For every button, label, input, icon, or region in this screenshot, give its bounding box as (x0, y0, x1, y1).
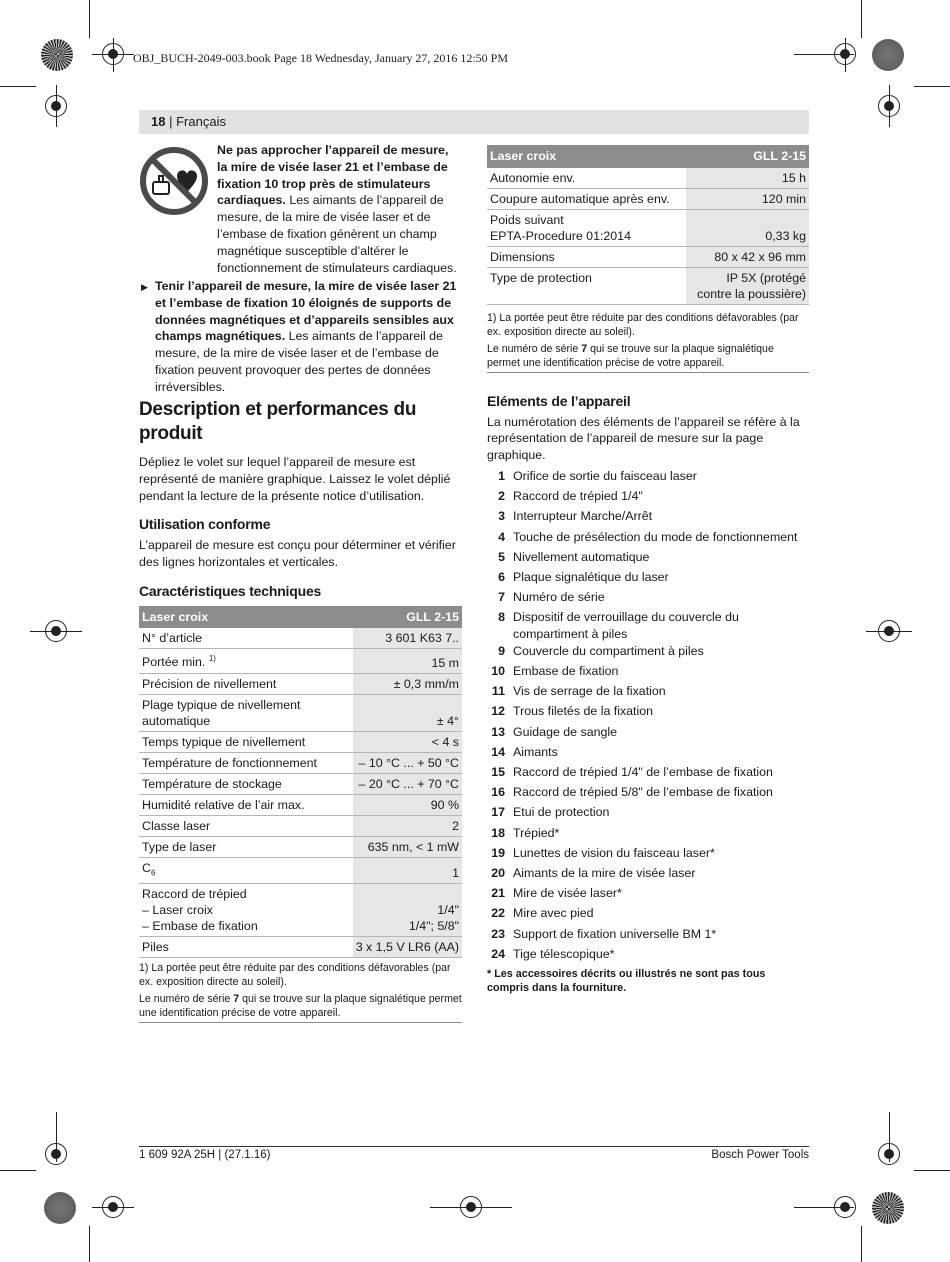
spec-label: Plage typique de nivellement automatique (139, 694, 353, 731)
specs-footnote-2 (487, 339, 809, 373)
warning-text (217, 142, 462, 276)
item-number: 13 (491, 724, 505, 739)
item-number: 24 (491, 946, 505, 961)
table-row (139, 836, 462, 857)
item-text: Trous filetés de la fixation (513, 704, 654, 719)
list-item (487, 508, 809, 528)
elements-list (487, 468, 809, 966)
item-text: Embase de fixation (513, 664, 619, 679)
tripod-sub-label: – Laser croix (142, 902, 213, 917)
color-target-icon (872, 1192, 904, 1224)
spec-value (686, 267, 809, 304)
spec-label: Précision de nivellement (139, 673, 353, 694)
tripod-label: Raccord de trépied (142, 886, 247, 901)
spec-value: 635 nm, < 1 mW (353, 836, 462, 857)
elements-title: Eléments de l’appareil (487, 392, 631, 409)
item-number: 14 (491, 744, 505, 759)
fn-text: qui se trouve sur la plaque signalétique permet une identification précise de votre appareil. (487, 342, 774, 369)
table-row (139, 883, 462, 936)
spec-value: ± 4° (353, 694, 462, 731)
footer-brand: Bosch Power Tools (711, 1149, 809, 1161)
warning-bold: Ne pas approcher l’appareil de mesure, la mire de visée laser 21 et l’embase de fixation 10 trop près de stimulateurs cardiaques. (217, 143, 449, 208)
table-row (139, 773, 462, 794)
spec-value: – 10 °C ... + 50 °C (353, 752, 462, 773)
item-text: Numéro de série (513, 590, 605, 605)
spec-label: Température de stockage (139, 773, 353, 794)
page-header (139, 110, 809, 134)
tripod-value: 1/4" (437, 902, 459, 917)
item-number: 10 (491, 664, 505, 679)
item-number: 7 (498, 590, 505, 605)
item-number: 9 (498, 643, 505, 658)
item-number: 19 (491, 845, 505, 860)
spec-label-text: Portée min. (142, 655, 206, 670)
table-row (139, 857, 462, 883)
specs-head-label: Laser croix (139, 606, 353, 629)
item-number: 22 (491, 906, 505, 921)
footer-code: 1 609 92A 25H | (27.1.16) (139, 1149, 271, 1161)
fn-bold: 7 (581, 342, 588, 355)
item-number: 11 (491, 684, 505, 699)
tripod-sub-label: – Embase de fixation (142, 918, 258, 933)
item-text: Vis de serrage de la fixation (513, 684, 666, 699)
list-item (487, 784, 809, 804)
right-column (487, 145, 809, 995)
item-text: Tige télescopique* (513, 946, 615, 961)
spec-label: Température de fonctionnement (139, 752, 353, 773)
item-text: Plaque signalétique du laser (513, 569, 669, 584)
spec-value: 15 h (686, 168, 809, 189)
spec-value: – 20 °C ... + 70 °C (353, 773, 462, 794)
list-item (487, 865, 809, 885)
item-text: Raccord de trépied 5/8" de l’embase de fixation (513, 785, 773, 800)
item-text: Interrupteur Marche/Arrêt (513, 509, 653, 524)
specs-head-model: GLL 2-15 (353, 606, 462, 629)
pacemaker-warning (139, 142, 462, 274)
bullet-body: Les aimants de l’appareil de mesure, de la mire de visée laser et de l’embase de fixation peuvent provoquer des pertes de données irréversibles. (155, 329, 443, 394)
spec-value: 15 m (353, 649, 462, 673)
table-row (139, 815, 462, 836)
item-number: 3 (498, 509, 505, 524)
item-text: Guidage de sangle (513, 724, 618, 739)
spec-label: N° d’article (139, 628, 353, 649)
bullet-marker-icon: ▶ (141, 282, 148, 292)
list-item (487, 703, 809, 723)
item-number: 20 (491, 865, 505, 880)
item-text: Couvercle du compartiment à piles (513, 643, 704, 658)
item-text: Aimants (513, 744, 558, 759)
item-number: 2 (498, 489, 505, 504)
spec-label: Autonomie env. (487, 168, 686, 189)
specs-table-continued (487, 145, 809, 305)
list-item (487, 609, 809, 643)
weight-label: EPTA-Procedure 01:2014 (490, 228, 631, 243)
footer-rule (139, 1146, 809, 1147)
list-item (487, 643, 809, 663)
item-text: Mire avec pied (513, 906, 594, 921)
table-row (139, 936, 462, 957)
spec-value: 120 min (686, 188, 809, 209)
item-text: Trépied* (513, 825, 560, 840)
list-item (487, 905, 809, 925)
specs-table (139, 606, 462, 958)
table-row (139, 731, 462, 752)
spec-value: 3 601 K63 7.. (353, 628, 462, 649)
specs-head-label: Laser croix (487, 145, 686, 168)
page-number: 18 (151, 114, 166, 129)
specs-footnote-1: 1) La portée peut être réduite par des conditions défavorables (par ex. exposition directe au soleil). (487, 311, 799, 338)
item-number: 15 (491, 765, 505, 780)
spec-label: Classe laser (139, 815, 353, 836)
specs-footnote-1: 1) La portée peut être réduite par des conditions défavorables (par ex. exposition directe au soleil). (139, 961, 451, 988)
item-text: Touche de présélection du mode de fonctionnement (513, 529, 798, 544)
spec-label (487, 209, 686, 246)
spec-label: Piles (139, 936, 353, 957)
list-item (487, 488, 809, 508)
item-text: Mire de visée laser* (513, 886, 622, 901)
left-column (139, 142, 462, 1023)
item-number: 18 (491, 825, 505, 840)
fn-bold: 7 (233, 992, 240, 1005)
list-item (487, 845, 809, 865)
color-target-icon (41, 39, 73, 71)
table-row (487, 209, 809, 246)
specs-table-header (487, 145, 809, 168)
spec-label-text: C (142, 860, 151, 875)
item-text: Nivellement automatique (513, 549, 650, 564)
spec-value: 2 (353, 815, 462, 836)
item-text: Etui de protection (513, 805, 610, 820)
spec-label: Dimensions (487, 246, 686, 267)
tripod-value: 1/4"; 5/8" (408, 918, 459, 933)
footnote-ref: 1) (208, 654, 216, 664)
list-item (487, 468, 809, 488)
spec-label (139, 857, 353, 883)
table-row (487, 168, 809, 189)
list-item (487, 825, 809, 845)
spec-label: Coupure automatique après env. (487, 188, 686, 209)
item-number: 5 (498, 549, 505, 564)
header-language: Français (176, 114, 226, 129)
section-intro: Dépliez le volet sur lequel l’appareil de mesure est représenté de manière graphique. Laissez le volet déplié pendant la lecture de la présente notice d’utilisation. (139, 455, 451, 503)
spec-label: Humidité relative de l’air max. (139, 794, 353, 815)
list-item (487, 589, 809, 609)
specs-table-header (139, 606, 462, 629)
item-number: 1 (498, 468, 505, 483)
spec-label (139, 649, 353, 673)
warning-body: Les aimants de l’appareil de mesure, de la mire de visée laser et de l’embase de fixation génèrent un champ magnétique susceptible d’altérer le fonctionnement de stimulateurs cardiaques. (217, 193, 457, 275)
item-number: 8 (498, 610, 505, 625)
weight-label: Poids suivant (490, 212, 564, 227)
item-text: Orifice de sortie du faisceau laser (513, 468, 697, 483)
table-row (139, 794, 462, 815)
protection-value: IP 5X (protégé (726, 270, 806, 285)
usage-text: L’appareil de mesure est conçu pour déterminer et vérifier des lignes horizontales et verticales. (139, 538, 456, 569)
accessories-note: * Les accessoires décrits ou illustrés ne sont pas tous compris dans la fourniture. (487, 967, 766, 994)
specs-head-model: GLL 2-15 (686, 145, 809, 168)
list-item (487, 569, 809, 589)
list-item (487, 804, 809, 824)
spec-value: 1 (353, 857, 462, 883)
table-row (487, 267, 809, 304)
list-item (487, 724, 809, 744)
list-item (487, 744, 809, 764)
item-number: 17 (491, 805, 505, 820)
no-pacemaker-icon (139, 146, 209, 216)
spec-value (353, 883, 462, 936)
list-item (487, 764, 809, 784)
item-text: Dispositif de verrouillage du couvercle du compartiment à piles (513, 610, 739, 642)
table-row (139, 628, 462, 649)
table-row (139, 673, 462, 694)
subscript: 6 (150, 867, 156, 877)
spec-label: Temps typique de nivellement (139, 731, 353, 752)
table-row (487, 188, 809, 209)
bullet-bold: Tenir l’appareil de mesure, la mire de visée laser 21 et l’embase de fixation 10 éloignés de supports de données magnétiques et d’appareils sensibles aux champs magnétiques. (155, 279, 457, 344)
elements-intro: La numérotation des éléments de l’appareil se réfère à la représentation de l’appareil de mesure sur la page graphique. (487, 414, 800, 463)
spec-label: Type de protection (487, 267, 686, 304)
item-text: Raccord de trépied 1/4" (513, 489, 643, 504)
color-target-icon (44, 1192, 76, 1224)
fn-text: Le numéro de série (487, 342, 582, 355)
specs-title: Caractéristiques techniques (139, 582, 322, 599)
spec-value: < 4 s (353, 731, 462, 752)
book-info: OBJ_BUCH-2049-003.book Page 18 Wednesday, January 27, 2016 12:50 PM (133, 51, 509, 65)
specs-footnote-2 (139, 989, 462, 1023)
spec-value: 3 x 1,5 V LR6 (AA) (353, 936, 462, 957)
fn-text: qui se trouve sur la plaque signalétique permet une identification précise de votre appareil. (139, 992, 462, 1019)
item-number: 4 (498, 529, 505, 544)
color-target-icon (872, 39, 904, 71)
table-row (139, 752, 462, 773)
fn-text: Le numéro de série (139, 992, 234, 1005)
list-item (487, 683, 809, 703)
list-item (487, 529, 809, 549)
spec-value: 0,33 kg (686, 209, 809, 246)
header-separator: | (169, 114, 173, 129)
list-item (487, 663, 809, 683)
spec-label (139, 883, 353, 936)
item-number: 23 (491, 926, 505, 941)
item-text: Aimants de la mire de visée laser (513, 865, 696, 880)
spec-value: 90 % (353, 794, 462, 815)
protection-value: contre la poussière) (697, 286, 806, 301)
list-item (487, 549, 809, 569)
table-row (487, 246, 809, 267)
item-number: 21 (491, 886, 505, 901)
list-item (487, 926, 809, 946)
usage-title: Utilisation conforme (139, 516, 271, 533)
item-text: Support de fixation universelle BM 1* (513, 926, 717, 941)
spec-value: 80 x 42 x 96 mm (686, 246, 809, 267)
magnetic-bullet (139, 278, 462, 394)
section-title: Description et performances du produit (139, 399, 417, 444)
item-number: 12 (491, 704, 505, 719)
item-text: Lunettes de vision du faisceau laser* (513, 845, 715, 860)
spec-label: Type de laser (139, 836, 353, 857)
list-item (487, 946, 809, 966)
list-item (487, 885, 809, 905)
table-row (139, 649, 462, 673)
item-text: Raccord de trépied 1/4" de l’embase de fixation (513, 765, 773, 780)
table-row (139, 694, 462, 731)
item-number: 16 (491, 785, 505, 800)
item-number: 6 (498, 569, 505, 584)
spec-value: ± 0,3 mm/m (353, 673, 462, 694)
